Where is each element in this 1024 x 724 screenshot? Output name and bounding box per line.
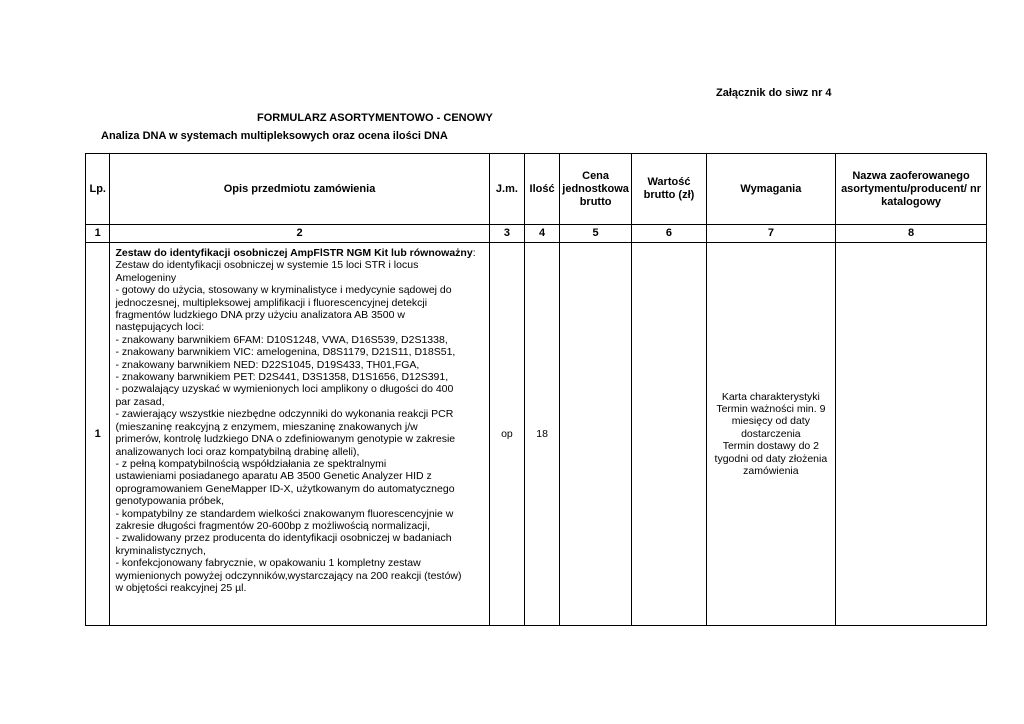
col-header-unit-price: Cena jednostkowa brutto bbox=[559, 154, 631, 225]
description-line: primerów, kontrolę ludzkiego DNA o zdefiniowanym genotypie w zakresie bbox=[115, 433, 456, 446]
col-number: 2 bbox=[110, 225, 489, 243]
description-line: (mieszaninę reakcyjną z enzymem, mieszaninę znakowanych j/w bbox=[115, 420, 418, 433]
row-value bbox=[632, 243, 706, 626]
subject-title: Analiza DNA w systemach multipleksowych oraz ocena ilości DNA bbox=[101, 130, 448, 142]
description-line: fragmentów ludzkiego DNA przy użyciu analizatora AB 3500 w bbox=[115, 309, 405, 322]
description-line: ustawieniami posiadanego aparatu AB 3500 Genetic Analyzer HID z bbox=[115, 470, 432, 483]
row-unit: op bbox=[489, 243, 525, 626]
description-line: następujących loci: bbox=[115, 321, 205, 334]
row-lp: 1 bbox=[86, 243, 110, 626]
description-line: kryminalistycznych, bbox=[115, 544, 206, 557]
description-line: - konfekcjonowany fabrycznie, w opakowaniu 1 kompletny zestaw bbox=[115, 557, 421, 570]
description-line: - zwalidowany przez producenta do identyfikacji osobniczej w badaniach bbox=[115, 532, 452, 545]
row-requirements bbox=[706, 243, 835, 626]
description-line: analizowanych loci oraz kompatybilną drabinę alleli), bbox=[115, 445, 360, 458]
col-header-description: Opis przedmiotu zamówienia bbox=[110, 154, 489, 225]
col-number: 5 bbox=[559, 225, 631, 243]
description-line: wymienionych powyżej odczynników,wystarczający na 200 reakcji (testów) bbox=[115, 569, 462, 582]
description-line: zakresie długości fragmentów 20-600bp z możliwością normalizacji, bbox=[115, 519, 431, 532]
row-unit-price bbox=[559, 243, 631, 626]
col-number: 8 bbox=[836, 225, 987, 243]
table-header-row bbox=[86, 154, 987, 225]
requirement-line: Karta charakterystyki bbox=[721, 390, 820, 403]
col-header-unit: J.m. bbox=[489, 154, 525, 225]
form-title: FORMULARZ ASORTYMENTOWO - CENOWY bbox=[257, 112, 493, 124]
col-number: 3 bbox=[489, 225, 525, 243]
description-line: - znakowany barwnikiem PET: D2S441, D3S1358, D1S1656, D12S391, bbox=[115, 371, 449, 384]
row-offered-product bbox=[836, 243, 987, 626]
description-line: jednoczesnej, multipleksowej amplifikacji i fluorescencyjnej detekcji bbox=[115, 296, 428, 309]
item-title-colon: : bbox=[472, 247, 476, 259]
description-line: w objętości reakcyjnej 25 µl. bbox=[115, 581, 247, 594]
item-description bbox=[110, 243, 489, 626]
col-number: 6 bbox=[632, 225, 706, 243]
description-line: - kompatybilny ze standardem wielkości znakowanym fluorescencyjnie w bbox=[115, 507, 454, 520]
table-row bbox=[86, 243, 987, 626]
description-line: - pozwalający uzyskać w wymienionych loci amplikony o długości do 400 bbox=[115, 383, 454, 396]
description-line: oprogramowaniem GeneMapper ID-X, użytkowanym do automatycznego bbox=[115, 482, 455, 495]
col-number: 7 bbox=[706, 225, 835, 243]
row-quantity: 18 bbox=[525, 243, 560, 626]
col-number: 4 bbox=[525, 225, 560, 243]
column-number-row bbox=[86, 225, 987, 243]
item-title: Zestaw do identyfikacji osobniczej AmpFlSTR NGM Kit lub równoważny bbox=[115, 247, 473, 259]
requirement-line: Termin dostawy do 2 tygodni od daty złożenia zamówienia bbox=[714, 440, 828, 478]
col-header-requirements: Wymagania bbox=[706, 154, 835, 225]
description-line: - znakowany barwnikiem VIC: amelogenina, D8S1179, D21S11, D18S51, bbox=[115, 346, 456, 359]
description-line: - zawierający wszystkie niezbędne odczynniki do wykonania reakcji PCR bbox=[115, 408, 454, 421]
price-form-table bbox=[85, 153, 987, 626]
description-line: par zasad, bbox=[115, 395, 165, 408]
col-header-offered-product: Nazwa zaoferowanego asortymentu/producent/ nr katalogowy bbox=[836, 154, 987, 225]
description-line: - gotowy do użycia, stosowany w kryminalistyce i medycynie sądowej do bbox=[115, 284, 452, 297]
description-line: - z pełną kompatybilnością współdziałania ze spektralnymi bbox=[115, 457, 387, 470]
description-line: - znakowany barwnikiem NED: D22S1045, D19S433, TH01,FGA, bbox=[115, 358, 420, 371]
col-header-lp: Lp. bbox=[86, 154, 110, 225]
attachment-label: Załącznik do siwz nr 4 bbox=[716, 87, 832, 99]
description-line: Zestaw do identyfikacji osobniczej w systemie 15 loci STR i locus bbox=[115, 259, 419, 272]
description-line: Amelogeniny bbox=[115, 271, 177, 284]
col-header-value: Wartość brutto (zł) bbox=[632, 154, 706, 225]
col-number: 1 bbox=[86, 225, 110, 243]
description-line: - znakowany barwnikiem 6FAM: D10S1248, VWA, D16S539, D2S1338, bbox=[115, 333, 448, 346]
requirement-line: Termin ważności min. 9 miesięcy od daty dostarczenia bbox=[716, 402, 826, 440]
col-header-quantity: Ilość bbox=[525, 154, 560, 225]
description-line: genotypowania próbek, bbox=[115, 495, 225, 508]
